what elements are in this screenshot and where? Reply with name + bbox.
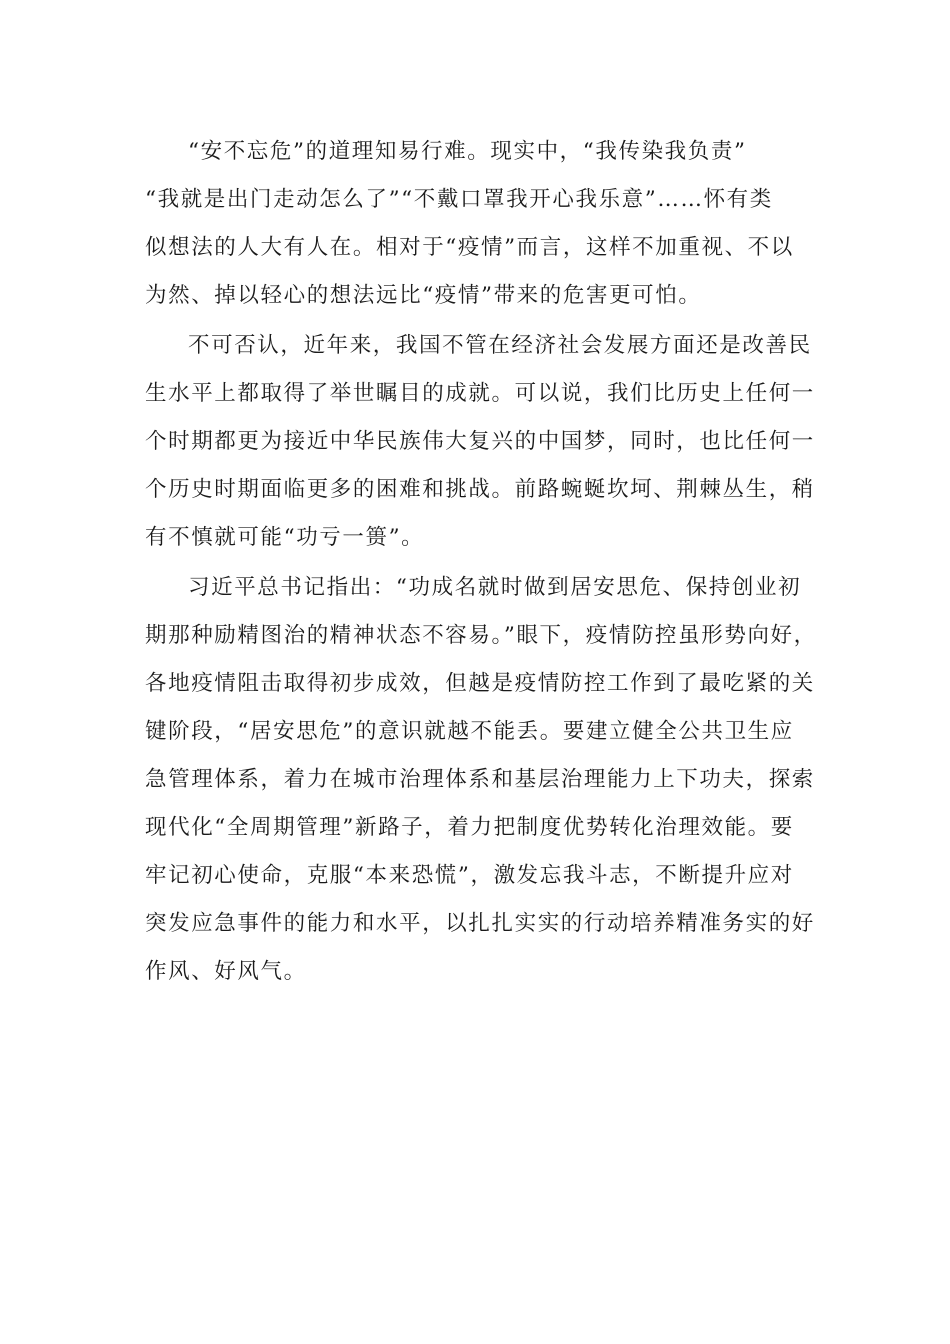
paragraph-line: 生水平上都取得了举世瞩目的成就。可以说，我们比历史上任何一 (145, 381, 815, 406)
paragraph-line: “安不忘危”的道理知易行难。现实中，“我传染我负责” (188, 139, 747, 164)
paragraph-line: 似想法的人大有人在。相对于“疫情”而言，这样不加重视、不以 (145, 235, 794, 260)
paragraph-3 (145, 564, 817, 996)
paragraph-line: 个时期都更为接近中华民族伟大复兴的中国梦，同时，也比任何一 (145, 429, 815, 454)
document-body (145, 128, 817, 998)
paragraph-line: “我就是出门走动怎么了”“不戴口罩我开心我乐意”……怀有类 (145, 187, 773, 212)
paragraph-line: 作风、好风气。 (145, 959, 307, 984)
paragraph-line: 个历史时期面临更多的困难和挑战。前路蜿蜒坎坷、荆棘丛生，稍 (145, 477, 815, 502)
paragraph-line: 习近平总书记指出：“功成名就时做到居安思危、保持创业初 (188, 575, 802, 600)
paragraph-line: 有不慎就可能“功亏一篑”。 (145, 525, 425, 550)
paragraph-line: 各地疫情阻击取得初步成效，但越是疫情防控工作到了最吃紧的关 (145, 671, 815, 696)
paragraph-line: 急管理体系，着力在城市治理体系和基层治理能力上下功夫，探索 (145, 767, 815, 792)
paragraph-line: 突发应急事件的能力和水平，以扎扎实实的行动培养精准务实的好 (145, 911, 815, 936)
paragraph-line: 不可否认，近年来，我国不管在经济社会发展方面还是改善民 (188, 333, 812, 358)
paragraph-2 (145, 322, 815, 562)
paragraph-line: 现代化“全周期管理”新路子，着力把制度优势转化治理效能。要 (145, 815, 794, 840)
paragraph-1 (145, 128, 797, 320)
paragraph-line: 牢记初心使命，克服“本来恐慌”，激发忘我斗志，不断提升应对 (145, 863, 794, 888)
paragraph-line: 为然、掉以轻心的想法远比“疫情”带来的危害更可怕。 (145, 283, 702, 308)
paragraph-line: 键阶段，“居安思危”的意识就越不能丢。要建立健全公共卫生应 (145, 719, 794, 744)
paragraph-line: 期那种励精图治的精神状态不容易。”眼下，疫情防控虽形势向好， (145, 623, 817, 648)
